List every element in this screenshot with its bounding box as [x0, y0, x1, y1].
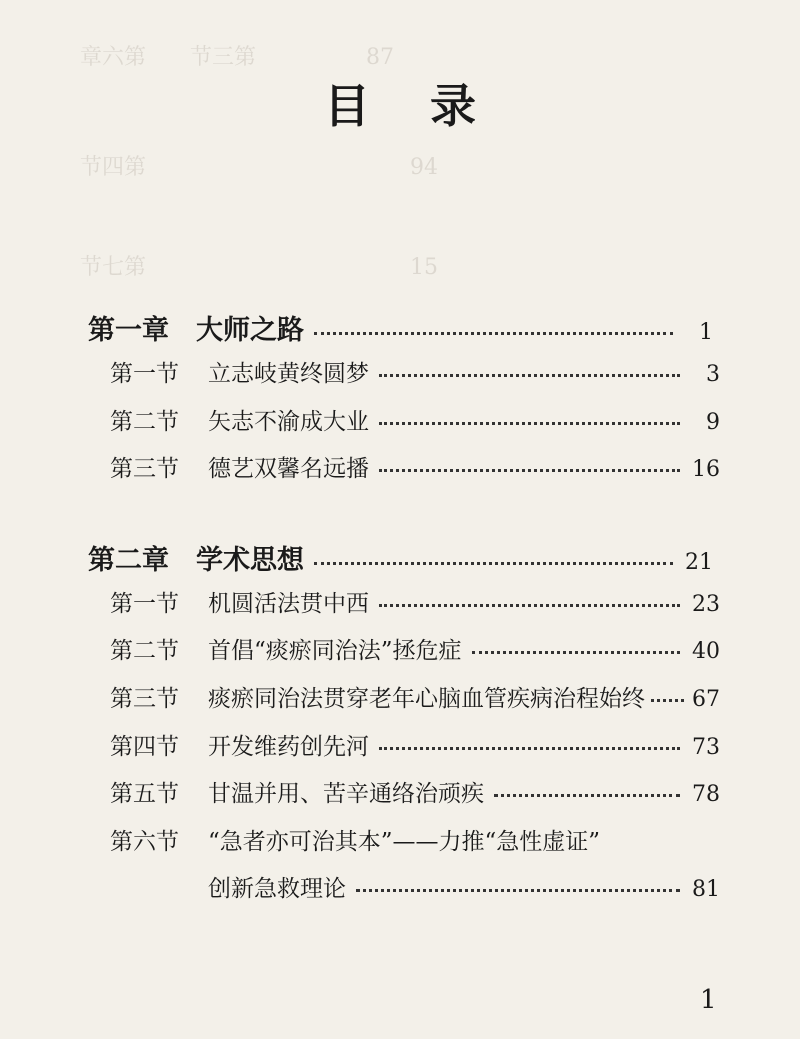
toc-section[interactable]: [110, 680, 720, 713]
section-label: 第六节: [110, 829, 179, 855]
page-number: 67: [692, 687, 720, 712]
page-number: 40: [692, 639, 720, 664]
section-label: 第四节: [110, 734, 179, 760]
leader-dots: [379, 469, 680, 472]
section-title: 开发维药创先河: [208, 734, 369, 760]
section-title: 矢志不渝成大业: [208, 409, 369, 435]
section-label: 第一节: [110, 591, 179, 617]
leader-dots: [379, 604, 680, 607]
page-number: 73: [692, 735, 720, 760]
section-label: 第二节: [110, 638, 179, 664]
leader-dots: [651, 699, 684, 702]
leader-dots: [472, 651, 680, 654]
page-number: 9: [706, 410, 720, 435]
toc-section[interactable]: [110, 775, 720, 808]
page-number: 78: [692, 782, 720, 807]
toc-chapter-1[interactable]: [88, 308, 713, 347]
page-number: 81: [692, 877, 720, 902]
toc-section[interactable]: [110, 403, 720, 436]
leader-dots: [379, 747, 680, 750]
leader-dots: [379, 374, 680, 377]
leader-dots: [314, 562, 673, 565]
toc-section[interactable]: [110, 450, 720, 483]
page-number: 23: [692, 592, 720, 617]
toc-section-continuation[interactable]: [208, 870, 720, 903]
page-number: 3: [706, 362, 720, 387]
page-number: 21: [685, 550, 713, 575]
section-title: 立志岐黄终圆梦: [208, 361, 369, 387]
show-through-text: 节四第 94: [80, 155, 438, 180]
toc-section[interactable]: [110, 585, 720, 618]
chapter-title: 学术思想: [196, 545, 304, 576]
page-title: 目录: [324, 79, 536, 133]
chapter-title: 大师之路: [196, 315, 304, 346]
toc-section[interactable]: [110, 632, 720, 665]
section-label: 第一节: [110, 361, 179, 387]
leader-dots: [356, 889, 680, 892]
chapter-label: 第二章: [88, 545, 169, 576]
section-title: “急者亦可治其本”——力推“急性虚证”: [208, 829, 601, 855]
toc-section[interactable]: [110, 823, 720, 856]
leader-dots: [494, 794, 680, 797]
chapter-label: 第一章: [88, 315, 169, 346]
section-title-continued: 创新急救理论: [208, 876, 346, 902]
leader-dots: [314, 332, 673, 335]
section-title: 德艺双馨名远播: [208, 456, 369, 482]
section-label: 第三节: [110, 456, 179, 482]
section-label: 第三节: [110, 686, 179, 712]
page-number: 16: [692, 457, 720, 482]
section-title: 甘温并用、苦辛通络治顽疾: [208, 781, 484, 807]
section-label: 第五节: [110, 781, 179, 807]
toc-section[interactable]: [110, 728, 720, 761]
toc-section[interactable]: [110, 355, 720, 388]
folio-page-number: 1: [700, 985, 717, 1015]
section-label: 第二节: [110, 409, 179, 435]
show-through-text: 节七第 15: [80, 255, 438, 280]
leader-dots: [379, 422, 680, 425]
section-title: 痰瘀同治法贯穿老年心脑血管疾病治程始终: [208, 686, 645, 712]
section-title: 机圆活法贯中西: [208, 591, 369, 617]
toc-chapter-2[interactable]: [88, 538, 713, 577]
show-through-text: 章六第 节三第 87: [80, 45, 394, 70]
page-number: 1: [699, 320, 713, 345]
section-title: 首倡“痰瘀同治法”拯危症: [208, 638, 462, 664]
